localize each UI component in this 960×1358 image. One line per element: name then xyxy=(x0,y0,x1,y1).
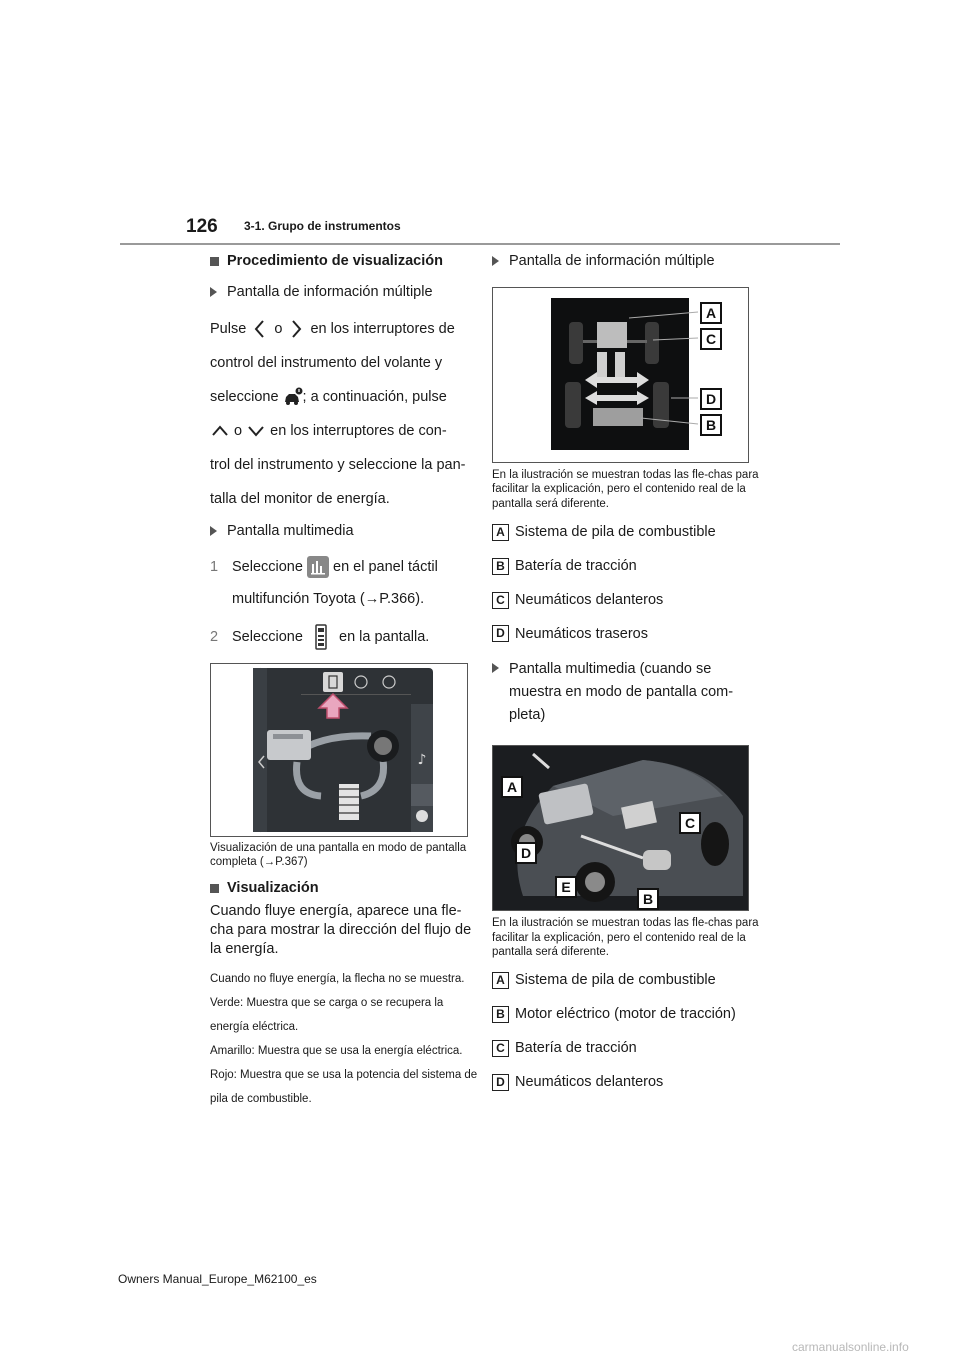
callout-e: E xyxy=(555,876,577,898)
legend-item: A Sistema de pila de combustible xyxy=(492,523,762,542)
callout-d: D xyxy=(700,388,722,410)
left-column xyxy=(210,252,478,1111)
callout-a: A xyxy=(501,776,523,798)
square-bullet-icon xyxy=(210,257,219,266)
chevron-left-icon xyxy=(250,318,270,340)
body-paragraph: Cuando fluye energía, aparece una fle-cha para mostrar la dirección del flujo de la energía. xyxy=(210,903,472,958)
note-green: Verde: Muestra que se carga o se recupera la energía eléctrica. xyxy=(210,997,444,1034)
multimedia-screen-figure xyxy=(210,663,468,837)
legend-item: C Neumáticos delanteros xyxy=(492,591,762,610)
callout-c: C xyxy=(679,812,701,834)
paragraph-line: seleccione ; a continuación, pulse xyxy=(210,380,478,414)
footer-doc-id: Owners Manual_Europe_M62100_es xyxy=(118,1272,317,1286)
triangle-bullet-icon xyxy=(210,287,217,297)
square-bullet-icon xyxy=(210,884,219,893)
page-number: 126 xyxy=(186,216,218,237)
paragraph-line: talla del monitor de energía. xyxy=(210,490,390,507)
right-column xyxy=(492,252,762,1107)
vehicle-info-icon xyxy=(283,387,303,407)
watermark: carmanualsonline.info xyxy=(792,1340,909,1354)
paragraph-line: trol del instrumento y seleccione la pan- xyxy=(210,456,466,473)
figure-caption: En la ilustración se muestran todas las fle-chas para facilitar la explicación, pero el contenido real de la pantalla será diferente. xyxy=(492,468,759,510)
callout-c: C xyxy=(700,328,722,350)
paragraph-line: Pulse o en los interruptores de xyxy=(210,312,478,346)
callout-a: A xyxy=(700,302,722,324)
bar-chart-icon xyxy=(307,556,329,578)
multi-info-figure xyxy=(492,287,749,463)
heading-display: Visualización xyxy=(210,879,478,898)
note-yellow: Amarillo: Muestra que se usa la energía eléctrica. xyxy=(210,1045,463,1058)
multimedia-screen-illustration xyxy=(211,664,467,836)
paragraph-line: control del instrumento del volante y xyxy=(210,354,443,371)
subheading-multi-info-right: Pantalla de información múltiple xyxy=(492,252,762,271)
figure-caption: En la ilustración se muestran todas las fle-chas para facilitar la explicación, pero el contenido real de la pantalla será diferente. xyxy=(492,917,759,959)
subheading-multimedia-full: Pantalla multimedia (cuando se muestra en modo de pantalla com- pleta) xyxy=(492,658,762,727)
triangle-bullet-icon xyxy=(492,663,499,673)
paragraph-line: o en los interruptores de con- xyxy=(210,414,478,448)
legend-item: D Neumáticos delanteros xyxy=(492,1073,762,1092)
multimedia-fullscreen-figure xyxy=(492,745,749,911)
step-2: 2 Seleccione en la pantalla. xyxy=(210,621,478,653)
figure-caption: Visualización de una pantalla en modo de pantalla completa (→P.367) xyxy=(210,841,467,868)
legend-item: B Motor eléctrico (motor de tracción) xyxy=(492,1005,762,1024)
car-powertrain-illustration xyxy=(493,746,748,910)
section-title: 3-1. Grupo de instrumentos xyxy=(244,219,401,233)
legend-item: A Sistema de pila de combustible xyxy=(492,971,762,990)
note-red: Rojo: Muestra que se usa la potencia del sistema de pila de combustible. xyxy=(210,1069,478,1106)
callout-b: B xyxy=(637,888,659,910)
triangle-bullet-icon xyxy=(492,256,499,266)
legend-item: B Batería de tracción xyxy=(492,557,762,576)
energy-monitor-icon xyxy=(307,623,335,651)
step-1: 1 Seleccione en el panel táctil multifunción Toyota (→P.366). xyxy=(210,551,478,615)
subheading-multi-info: Pantalla de información múltiple xyxy=(210,283,478,302)
legend-item: C Batería de tracción xyxy=(492,1039,762,1058)
subheading-multimedia: Pantalla multimedia xyxy=(210,522,478,541)
note-no-flow: Cuando no fluye energía, la flecha no se muestra. xyxy=(210,973,465,986)
chevron-down-icon xyxy=(246,423,266,439)
chevron-up-icon xyxy=(210,423,230,439)
triangle-bullet-icon xyxy=(210,526,217,536)
chevron-right-icon xyxy=(286,318,306,340)
svg-text:♪: ♪ xyxy=(417,751,427,768)
heading-procedure: Procedimiento de visualización xyxy=(210,252,478,271)
callout-d: D xyxy=(515,842,537,864)
header-rule xyxy=(120,243,840,245)
callout-b: B xyxy=(700,414,722,436)
legend-item: D Neumáticos traseros xyxy=(492,625,762,644)
